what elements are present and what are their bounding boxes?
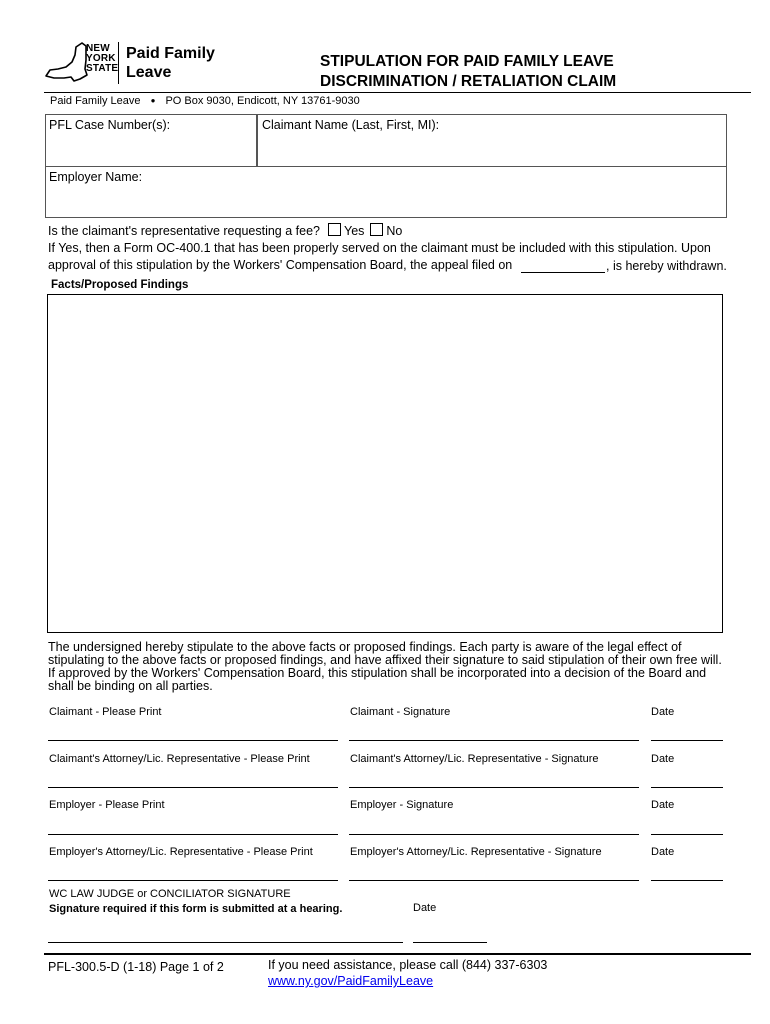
address-line [50, 95, 360, 107]
claimant-print-line[interactable] [48, 740, 338, 741]
claimant-attorney-print-line[interactable] [48, 787, 338, 788]
employer-attorney-print-line[interactable] [48, 880, 338, 881]
header-rule [44, 92, 751, 93]
logo-ny-line3: STATE [86, 63, 119, 74]
appeal-date-field[interactable] [521, 272, 605, 273]
footer-rule [44, 953, 751, 955]
fee-yes-checkbox[interactable] [328, 223, 341, 236]
case-number-label: PFL Case Number(s): [49, 118, 171, 132]
address-name: Paid Family Leave [50, 95, 141, 107]
fee-question-row [48, 223, 402, 238]
fee-instruction-line2: approval of this stipulation by the Workers' Compensation Board, the appeal filed on [48, 258, 513, 272]
title-line1: STIPULATION FOR PAID FAMILY LEAVE [320, 53, 614, 70]
employer-signature-line[interactable] [349, 834, 639, 835]
website-link[interactable]: www.ny.gov/PaidFamilyLeave [268, 974, 434, 988]
fee-no-checkbox[interactable] [370, 223, 383, 236]
help-text: If you need assistance, please call (844) 337-6303 [268, 958, 548, 972]
employer-date-line[interactable] [651, 834, 723, 835]
employer-name-label: Employer Name: [49, 170, 143, 184]
form-title [320, 52, 616, 92]
claimant-attorney-signature-line[interactable] [349, 787, 639, 788]
judge-date-label: Date [413, 902, 437, 914]
logo-divider [118, 42, 119, 84]
fee-instruction-line2-end: , is hereby withdrawn. [606, 259, 727, 273]
employer-attorney-date-line[interactable] [651, 880, 723, 881]
employer-attorney-date-label: Date [651, 846, 675, 858]
logo-ny-line1: NEW [86, 43, 110, 54]
claimant-signature-label: Claimant - Signature [350, 706, 451, 718]
claimant-attorney-date-line[interactable] [651, 787, 723, 788]
employer-date-label: Date [651, 799, 675, 811]
claimant-signature-line[interactable] [349, 740, 639, 741]
stipulation-paragraph: The undersigned hereby stipulate to the above facts or proposed findings. Each party is aware of the legal effect of stipulating to the above facts or proposed findings, and have affixed their signature to said stipulation of their own free will. If approved by the Workers' Compensation Board, this stipulation shall be incorporated into a decision of the Board and shall be binding on all parties. [48, 640, 722, 693]
logo-ny-line2: YORK [86, 53, 116, 64]
title-line2: DISCRIMINATION / RETALIATION CLAIM [320, 73, 617, 90]
judge-signature-line[interactable] [48, 942, 403, 943]
claimant-name-label: Claimant Name (Last, First, MI): [262, 118, 440, 132]
employer-name-field[interactable] [45, 166, 727, 218]
logo-program-line1: Paid Family [126, 45, 215, 62]
facts-label: Facts/Proposed Findings [51, 279, 189, 291]
judge-signature-note: Signature required if this form is submitted at a hearing. [49, 903, 343, 915]
judge-date-line[interactable] [413, 942, 487, 943]
claimant-date-line[interactable] [651, 740, 723, 741]
facts-findings-textarea[interactable] [47, 294, 723, 633]
claimant-attorney-print-label: Claimant's Attorney/Lic. Representative - Please Print [49, 753, 310, 765]
fee-yes-label: Yes [344, 224, 365, 238]
claimant-attorney-signature-label: Claimant's Attorney/Lic. Representative - Signature [350, 753, 599, 765]
logo-program-line2: Leave [126, 64, 172, 81]
nys-logo-text [86, 44, 118, 74]
employer-signature-label: Employer - Signature [350, 799, 454, 811]
claimant-date-label: Date [651, 706, 675, 718]
pfl-logo-text [126, 44, 215, 82]
judge-signature-label: WC LAW JUDGE or CONCILIATOR SIGNATURE [49, 888, 291, 900]
employer-print-line[interactable] [48, 834, 338, 835]
fee-question: Is the claimant's representative requesting a fee? [48, 224, 320, 238]
fee-no-label: No [386, 224, 403, 238]
claimant-attorney-date-label: Date [651, 753, 675, 765]
new-york-state-map-icon [44, 40, 88, 82]
claimant-print-label: Claimant - Please Print [49, 706, 162, 718]
employer-print-label: Employer - Please Print [49, 799, 165, 811]
employer-attorney-signature-line[interactable] [349, 880, 639, 881]
address-bullet: ● [150, 96, 156, 105]
employer-attorney-print-label: Employer's Attorney/Lic. Representative - Please Print [49, 846, 313, 858]
form-id: PFL-300.5-D (1-18) Page 1 of 2 [48, 960, 224, 974]
fee-instruction-line1: If Yes, then a Form OC-400.1 that has been properly served on the claimant must be included with this stipulation. Upon [48, 241, 711, 255]
address-text: PO Box 9030, Endicott, NY 13761-9030 [165, 95, 360, 107]
employer-attorney-signature-label: Employer's Attorney/Lic. Representative - Signature [350, 846, 602, 858]
